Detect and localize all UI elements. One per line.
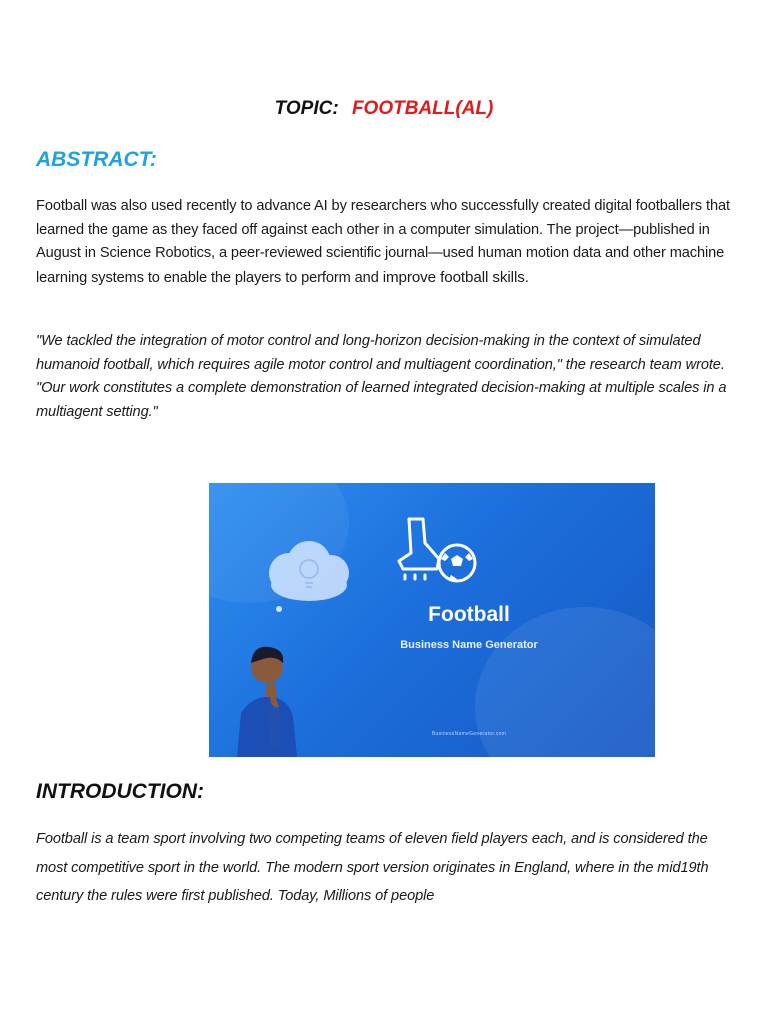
- introduction-heading: INTRODUCTION:: [36, 780, 204, 803]
- banner-title: Football: [428, 603, 510, 626]
- abstract-heading: ABSTRACT:: [36, 148, 157, 171]
- football-banner-image: [209, 483, 655, 757]
- abstract-paragraph-1-tail: improve football skills.: [382, 268, 529, 286]
- thought-cloud-icon: [259, 533, 359, 613]
- abstract-paragraph-1-text: Football was also used recently to advance AI by researchers who successfully created digital footballers that learned the game as they faced off against each other in a computer simulation. The project—published in August in Science Robotics, a peer-reviewed scientific journal—used human motion data and other machine learning systems to enable the players to perform and: [36, 198, 730, 286]
- topic-value: FOOTBALL(AL): [351, 98, 494, 119]
- topic-line: [0, 98, 768, 120]
- topic-label: TOPIC:: [274, 98, 339, 119]
- abstract-paragraph-2: "We tackled the integration of motor control and long-horizon decision-making in the context of simulated humanoid football, which requires agile motor control and multiagent coordination," the research team wrote. "Our work constitutes a complete demonstration of learned integrated decision-making at multiple scales in a multiagent setting.": [36, 333, 727, 420]
- abstract-paragraph-1: [36, 195, 736, 290]
- thinking-person-illustration: [223, 633, 313, 757]
- banner-url: BusinessNameGenerator.com: [431, 731, 507, 737]
- banner-subtitle: Business Name Generator: [400, 639, 538, 651]
- boot-and-ball-icon: [389, 513, 489, 593]
- introduction-paragraph: Football is a team sport involving two competing teams of eleven field players each, and is considered the most competitive sport in the world. The modern sport version originates in England, where in the mid19th century the rules were first published. Today, Millions of people: [36, 831, 709, 904]
